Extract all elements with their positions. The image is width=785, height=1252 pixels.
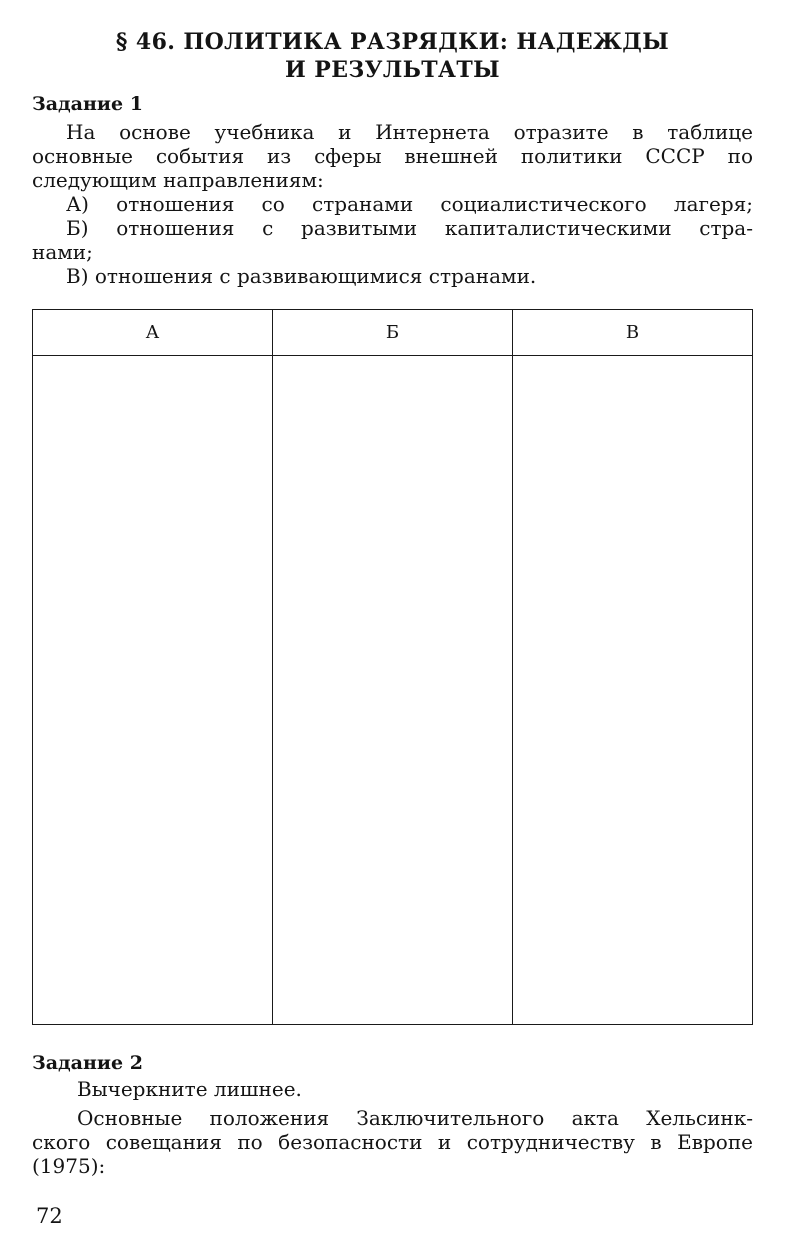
- table-header-b: Б: [385, 322, 400, 343]
- task2-text-line-2: ского совещания по безопасности и сотрудничеству в Европе: [32, 1130, 753, 1154]
- table-cell-b[interactable]: [273, 357, 512, 1024]
- task2-text-line-3: (1975):: [32, 1154, 106, 1178]
- task1-intro-line-1: На основе учебника и Интернета отразите в таблице: [66, 120, 753, 144]
- task1-intro-line-2: основные события из сферы внешней политики СССР по: [32, 144, 753, 168]
- task2-heading: Задание 2: [32, 1052, 143, 1074]
- page-number: 72: [36, 1204, 63, 1228]
- answer-table: [32, 309, 753, 1025]
- task1-item-c: В) отношения с развивающимися странами.: [66, 264, 537, 288]
- task1-item-b-line-1: Б) отношения с развитыми капиталистическими стра-: [66, 216, 753, 240]
- task1-heading: Задание 1: [32, 93, 143, 115]
- table-header-divider: [33, 355, 752, 356]
- task2-instruction: Вычеркните лишнее.: [77, 1077, 302, 1101]
- task2-text-line-1: Основные положения Заключительного акта Хельсинк-: [77, 1106, 753, 1130]
- table-cell-c[interactable]: [513, 357, 752, 1024]
- task1-intro-line-3: следующим направлениям:: [32, 168, 324, 192]
- section-title-line-1: § 46. ПОЛИТИКА РАЗРЯДКИ: НАДЕЖДЫ: [115, 29, 670, 55]
- task1-item-b-line-2: нами;: [32, 240, 93, 264]
- table-header-a: А: [145, 322, 160, 343]
- table-cell-a[interactable]: [33, 357, 272, 1024]
- section-title-line-2: И РЕЗУЛЬТАТЫ: [285, 57, 500, 83]
- table-header-c: В: [625, 322, 640, 343]
- task1-item-a: А) отношения со странами социалистического лагеря;: [66, 192, 753, 216]
